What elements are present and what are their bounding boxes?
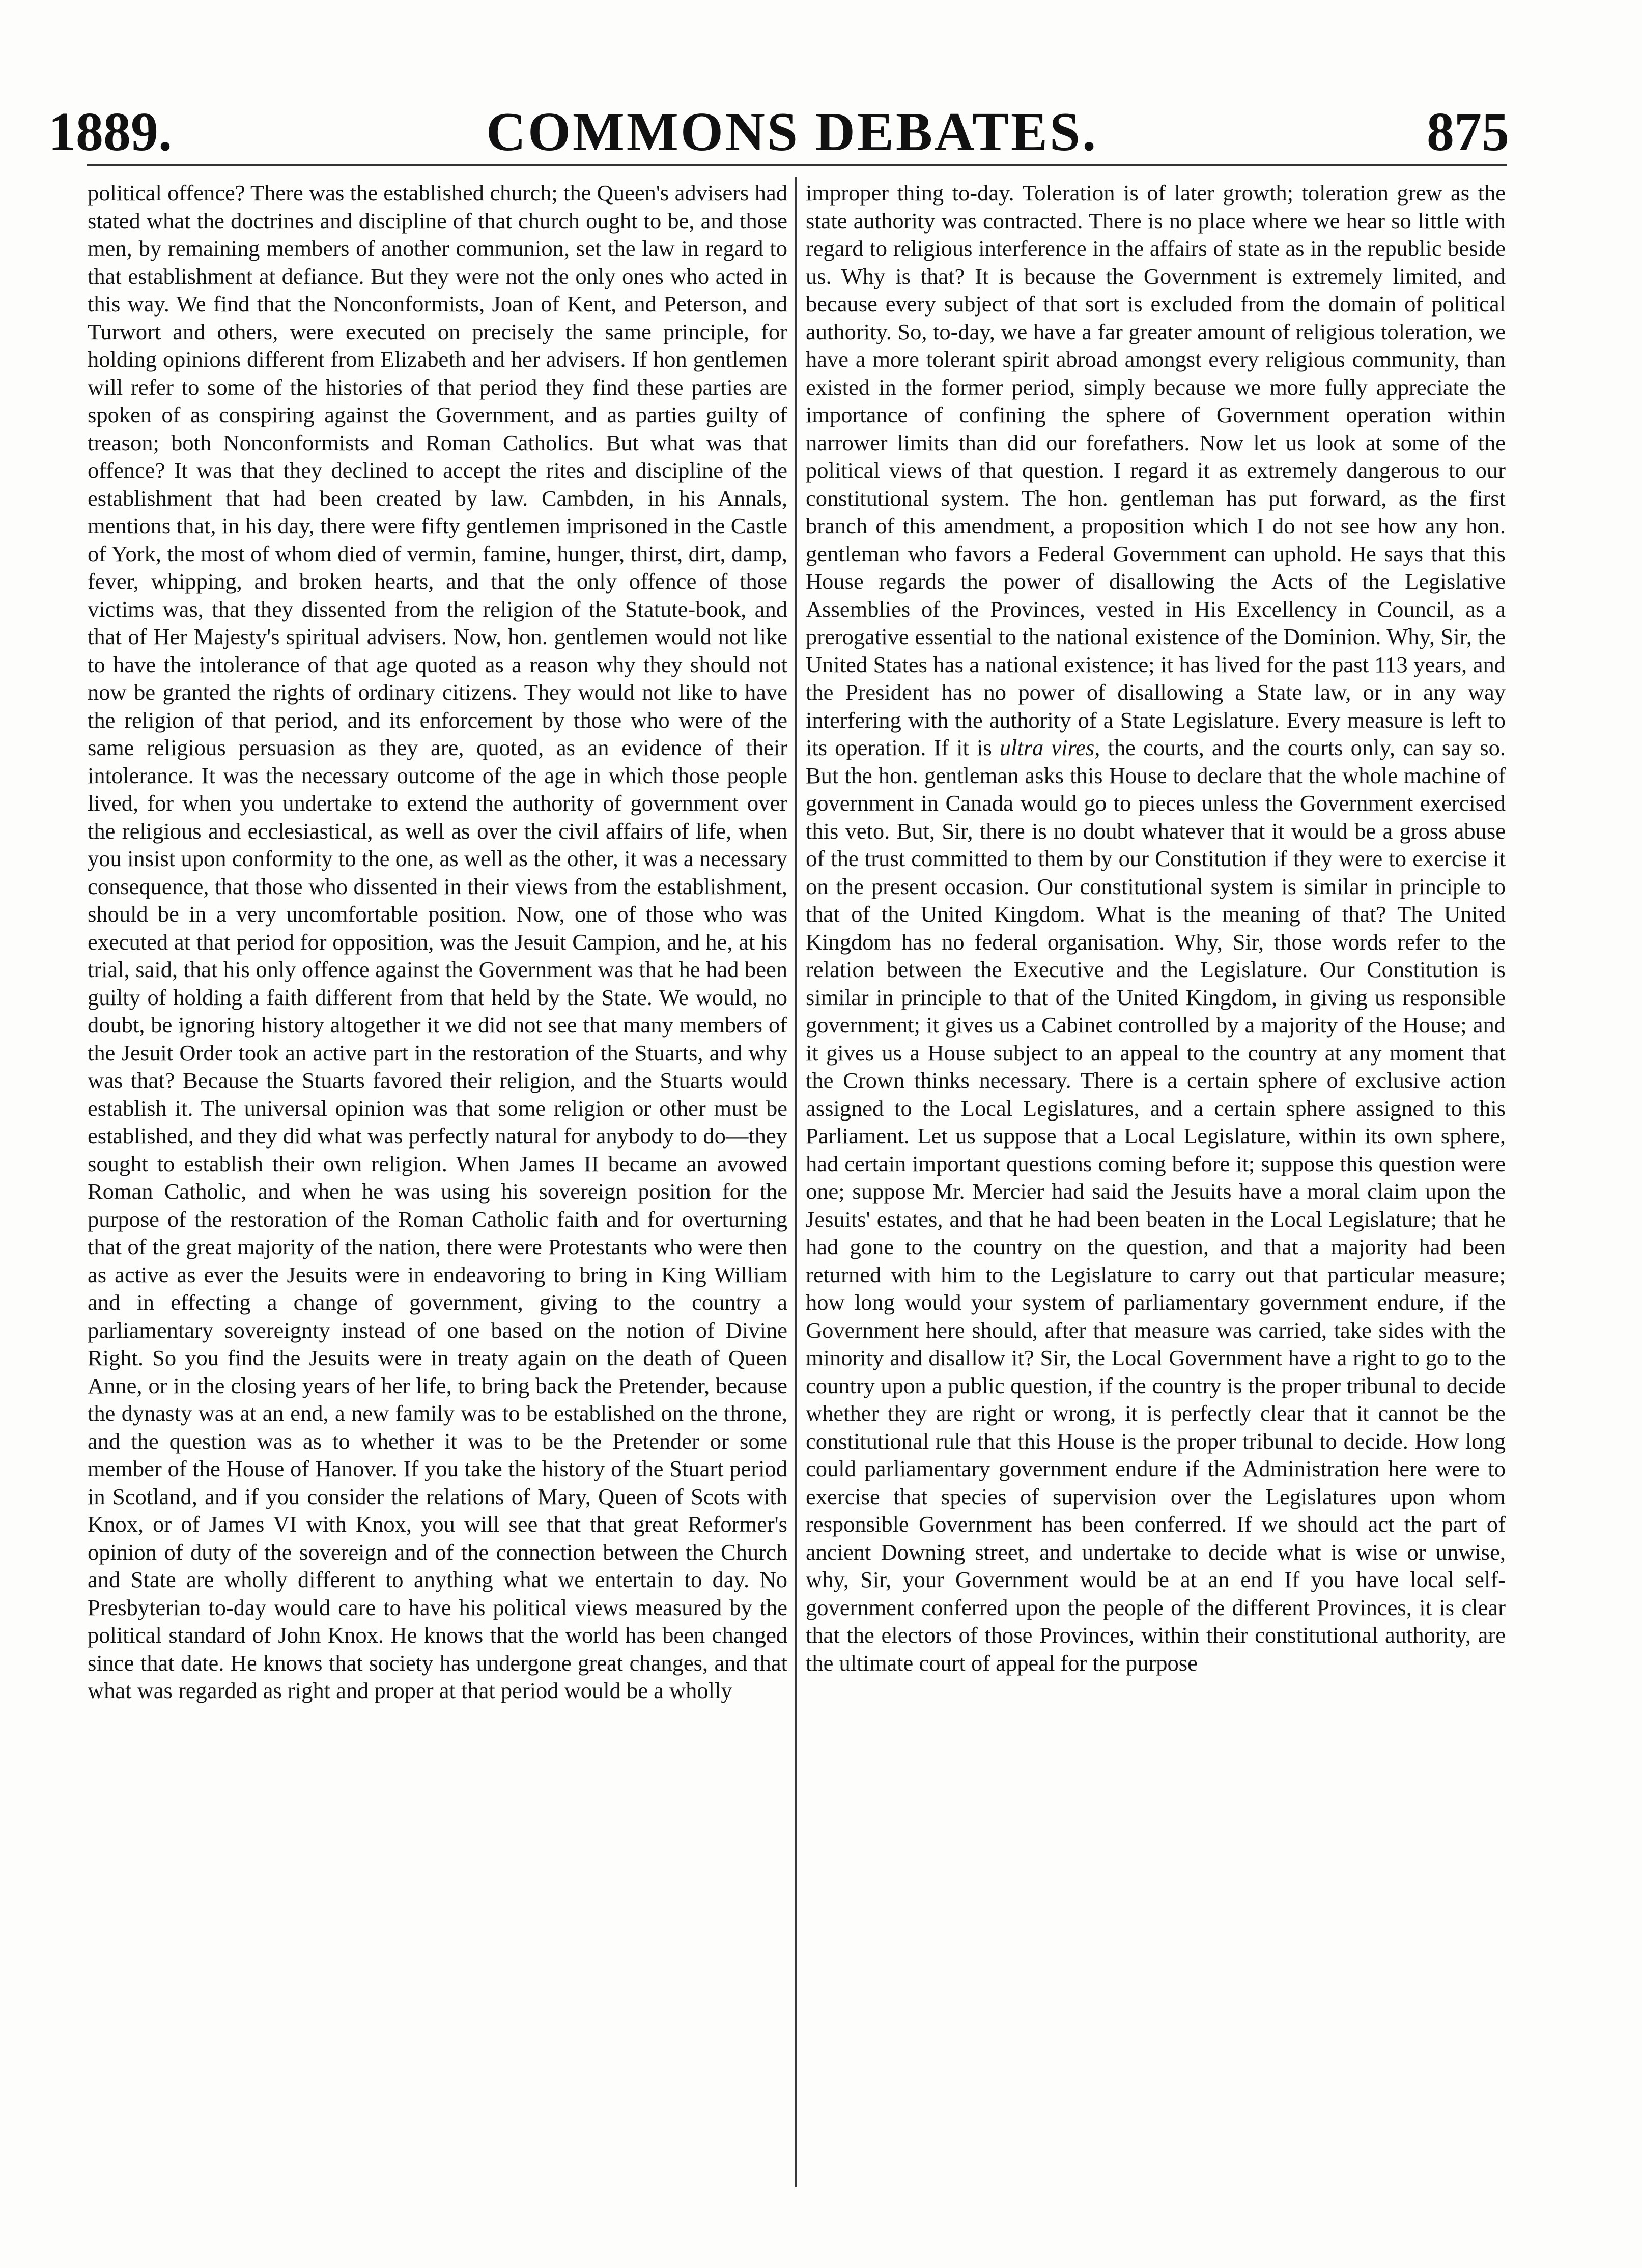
- header-year: 1889.: [48, 102, 172, 162]
- right-text-part-1: improper thing to-day. Toleration is of later growth; toleration grew as the state authority was contracted. There is no place where we hear so little with regard to religious interference in the affairs of state as in the republic beside us. Why is that? It is because the Government is extremely limited, and because every subject of that sort is excluded from the domain of political authority. So, to-day, we have a far greater amount of religious toleration, we have a more tolerant spirit abroad amongst every religious community, than existed in the former period, simply because we more fully appreciate the importance of confining the sphere of Government operation within narrower limits than did our forefathers. Now let us look at some of the political views of that question. I regard it as extremely dangerous to our constitutional system. The hon. gentleman has put forward, as the first branch of this amendment, a proposition which I do not see how any hon. gentleman who favors a Federal Government can uphold. He says that this House regards the power of disallowing the Acts of the Legislative Assemblies of the Provinces, vested in His Excellency in Council, as a prerogative essential to the national existence of the Dominion. Why, Sir, the United States has a national existence; it has lived for the past 113 years, and the President has no power of disallowing a State law, or in any way interfering with the authority of a State Legislature. Every measure is left to its operation. If it is: [806, 180, 1506, 760]
- italic-phrase: ultra vires,: [999, 735, 1100, 760]
- right-column: [806, 179, 1506, 1677]
- header-page-number: 875: [1427, 102, 1509, 162]
- column-divider: [795, 177, 797, 2187]
- page-header: [48, 97, 1509, 173]
- right-column-text: [806, 179, 1506, 1677]
- left-column-text: political offence? There was the established church; the Queen's advisers had stated what the doctrines and discipline of that church ought to be, and those men, by remaining members of another communion, set the law in regard to that establishment at defiance. But they were not the only ones who acted in this way. We find that the Nonconformists, Joan of Kent, and Peterson, and Turwort and others, were executed on precisely the same principle, for holding opinions different from Elizabeth and her advisers. If hon gentlemen will refer to some of the histories of that period they find these parties are spoken of as conspiring against the Government, and as parties guilty of treason; both Nonconformists and Roman Catholics. But what was that offence? It was that they declined to accept the rites and discipline of the establishment that had been created by law. Cambden, in his Annals, mentions that, in his day, there were fifty gentlemen imprisoned in the Castle of York, the most of whom died of vermin, famine, hunger, thirst, dirt, damp, fever, whipping, and broken hearts, and that the only offence of those victims was, that they dissented from the religion of the Statute-book, and that of Her Majesty's spiritual advisers. Now, hon. gentlemen would not like to have the intolerance of that age quoted as a reason why they should not now be granted the rights of ordinary citizens. They would not like to have the religion of that period, and its enforcement by those who were of the same religious persuasion as they are, quoted, as an evidence of their intolerance. It was the necessary outcome of the age in which those people lived, for when you undertake to extend the authority of government over the religious and ecclesiastical, as well as over the civil affairs of life, when you insist upon conformity to the one, as well as the other, it was a necessary consequence, that those who dissented in their views from the establishment, should be in a very uncomfortable position. Now, one of those who was executed at that period for opposition, was the Jesuit Campion, and he, at his trial, said, that his only offence against the Government was that he had been guilty of holding a faith different from that held by the State. We would, no doubt, be ignoring history altogether it we did not see that many members of the Jesuit Order took an active part in the restoration of the Stuarts, and why was that? Because the Stuarts favored their religion, and the Stuarts would establish it. The universal opinion was that some religion or other must be established, and they did what was perfectly natural for anybody to do—they sought to establish their own religion. When James II became an avowed Roman Catholic, and when he was using his sovereign position for the purpose of the restoration of the Roman Catholic faith and for overturning that of the great majority of the nation, there were Protestants who were then as active as ever the Jesuits were in endeavoring to bring in King William and in effecting a change of government, giving to the country a parliamentary sovereignty instead of one based on the notion of Divine Right. So you find the Jesuits were in treaty again on the death of Queen Anne, or in the closing years of her life, to bring back the Pretender, because the dynasty was at an end, a new family was to be established on the throne, and the question was as to whether it was to be the Pretender or some member of the House of Hanover. If you take the history of the Stuart period in Scotland, and if you consider the relations of Mary, Queen of Scots with Knox, or of James VI with Knox, you will see that that great Reformer's opinion of duty of the sovereign and of the connection between the Church and State are wholly different to anything what we entertain to day. No Presbyterian to-day would care to have his political views measured by the political standard of John Knox. He knows that the world has been changed since that date. He knows that society has undergone great changes, and that what was regarded as right and proper at that period would be a wholly: [88, 180, 787, 1703]
- header-title: COMMONS DEBATES.: [486, 102, 1098, 162]
- right-text-part-2: the courts, and the courts only, can say so. But the hon. gentleman asks this House to declare that the whole machine of government in Canada would go to pieces unless the Government exercised this veto. But, Sir, there is no doubt whatever that it would be a gross abuse of the trust committed to them by our Constitution if they were to exercise it on the present occasion. Our constitutional system is similar in principle to that of the United Kingdom. What is the meaning of that? The United Kingdom has no federal organisation. Why, Sir, those words refer to the relation between the Executive and the Legislature. Our Constitution is similar in principle to that of the United Kingdom, in giving us responsible government; it gives us a Cabinet controlled by a majority of the House; and it gives us a House subject to an appeal to the country at any moment that the Crown thinks necessary. There is a certain sphere of exclusive action assigned to the Local Legislatures, and a certain sphere assigned to this Parliament. Let us suppose that a Local Legislature, within its own sphere, had certain important questions coming before it; suppose this question were one; suppose Mr. Mercier had said the Jesuits have a moral claim upon the Jesuits' estates, and that he had been beaten in the Local Legislature; that he had gone to the country on the question, and that a majority had been returned with him to the Legislature to carry out that particular measure; how long would your system of parliamentary government endure, if the Government here should, after that measure was carried, take sides with the minority and disallow it? Sir, the Local Government have a right to go to the country upon a public question, if the country is the proper tribunal to decide whether they are right or wrong, it is perfectly clear that it cannot be the constitutional rule that this House is the proper tribunal to decide. How long could parliamentary government endure if the Administration here were to exercise that species of supervision over the Legislatures upon whom responsible Government has been conferred. If we should act the part of ancient Downing street, and undertake to decide what is wise or unwise, why, Sir, your Government would be at an end If you have local self-government conferred upon the people of the different Provinces, it is clear that the electors of those Provinces, within their constitutional authority, are the ultimate court of appeal for the purpose: [806, 735, 1506, 1676]
- left-column: [88, 179, 787, 1705]
- header-rule: [87, 164, 1507, 166]
